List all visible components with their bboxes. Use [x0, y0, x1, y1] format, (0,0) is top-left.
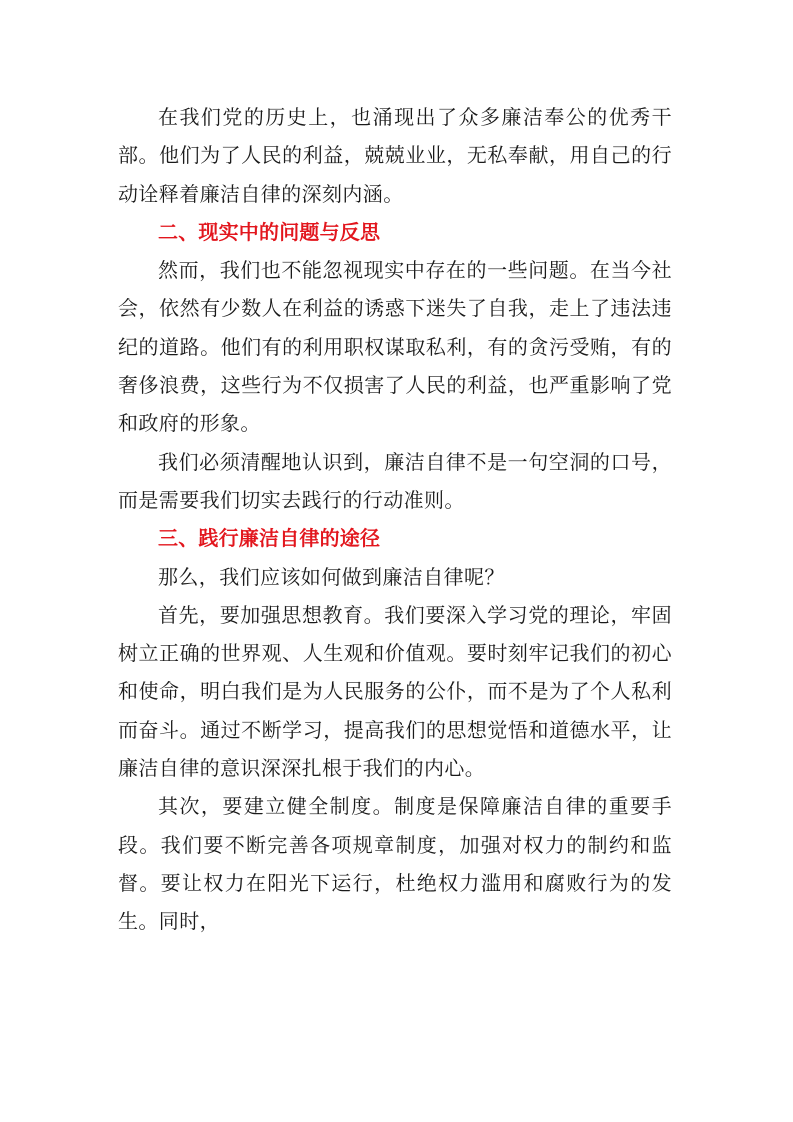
section-heading-2: 二、现实中的问题与反思 [158, 219, 381, 244]
paragraph-institution-building: 其次，要建立健全制度。制度是保障廉洁自律的重要手段。我们要不断完善各项规章制度，加强对权力的制约和监督。要让权力在阳光下运行，杜绝权力滥用和腐败行为的发生。同时， [118, 794, 672, 934]
paragraph-question: 那么，我们应该如何做到廉洁自律呢？ [158, 564, 505, 589]
paragraph-real-problems: 然而，我们也不能忽视现实中存在的一些问题。在当今社会，依然有少数人在利益的诱惑下迷失了自我，走上了违法违纪的道路。他们有的利用职权谋取私利，有的贪污受贿，有的奢侈浪费，这些行为不仅损害了人民的利益，也严重影响了党和政府的形象。 [118, 258, 672, 436]
section-heading-3: 三、践行廉洁自律的途径 [158, 526, 381, 551]
paragraph-ideological-education: 首先，要加强思想教育。我们要深入学习党的理论，牢固树立正确的世界观、人生观和价值观。要时刻牢记我们的初心和使命，明白我们是为人民服务的公仆，而不是为了个人私利而奋斗。通过不断学习，提高我们的思想觉悟和道德水平，让廉洁自律的意识深深扎根于我们的内心。 [118, 602, 672, 781]
document-body [118, 98, 672, 941]
paragraph-exemplary-cadres: 在我们党的历史上，也涌现出了众多廉洁奉公的优秀干部。他们为了人民的利益，兢兢业业，无私奉献，用自己的行动诠释着廉洁自律的深刻内涵。 [118, 105, 672, 206]
paragraph-awareness: 我们必须清醒地认识到，廉洁自律不是一句空洞的口号，而是需要我们切实去践行的行动准则。 [118, 449, 672, 512]
